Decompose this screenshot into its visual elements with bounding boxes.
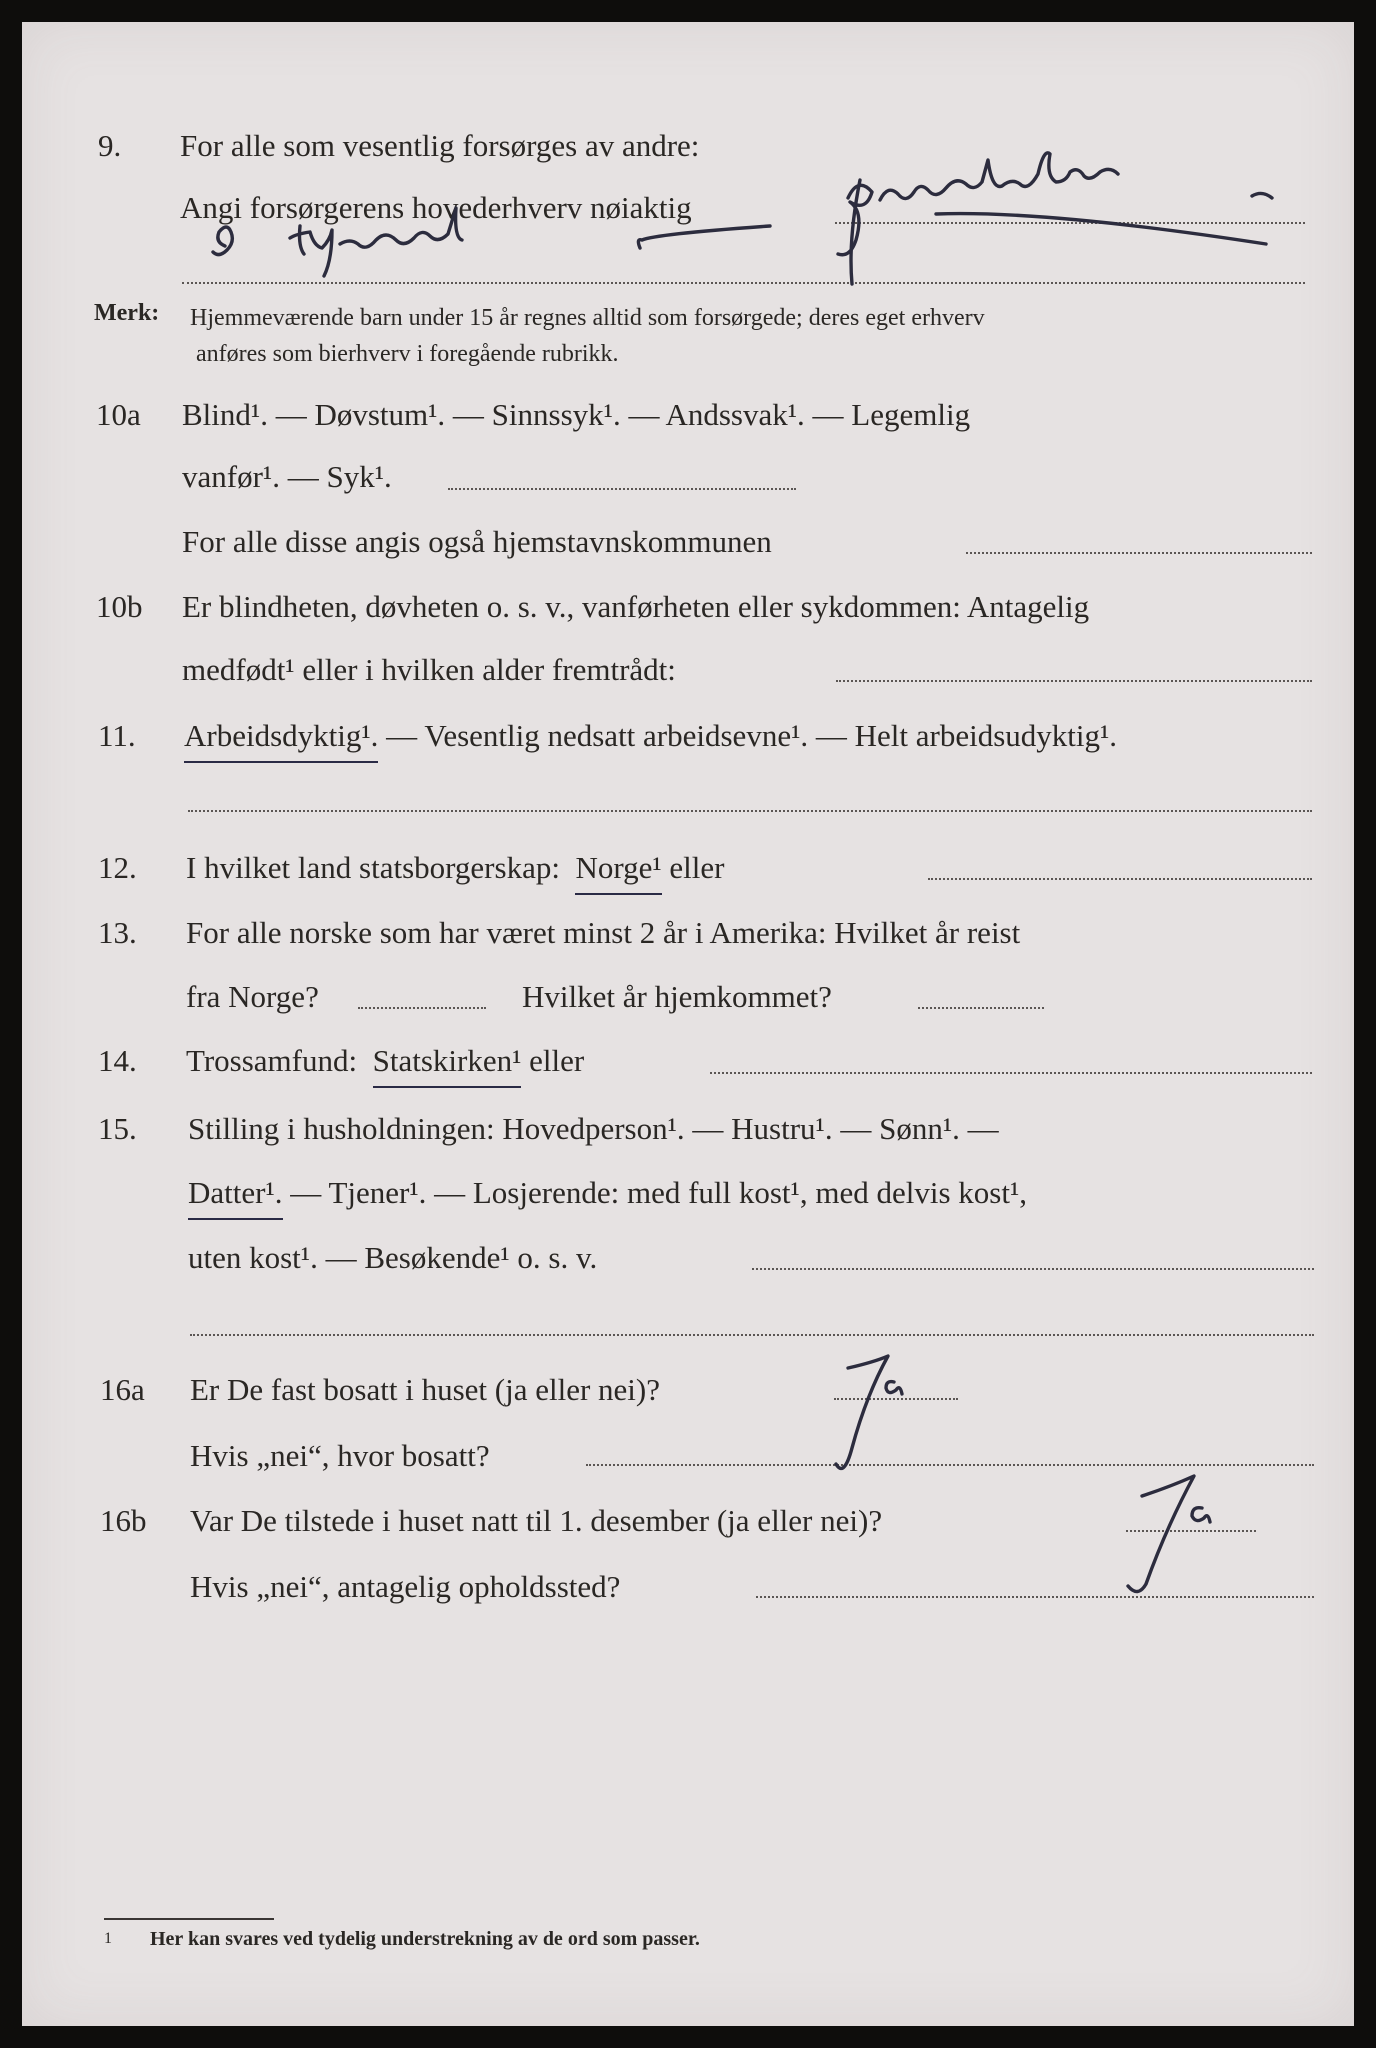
q13-text-2b: Hvilket år hjemkommet? [522, 979, 832, 1014]
q14-option-statskirken[interactable]: Statskirken¹ [373, 1036, 522, 1088]
q16a-text-1: Er De fast bosatt i huset (ja eller nei)? [190, 1372, 660, 1407]
q12-prompt: I hvilket land statsborgerskap: [186, 850, 560, 885]
q12-or: eller [669, 850, 725, 885]
q16a-number: 16a [100, 1372, 145, 1407]
q13-text-1: For alle norske som har været minst 2 år i Amerika: Hvilket år reist [186, 915, 1021, 950]
q14-or: eller [529, 1043, 585, 1078]
footnote-mark: 1 [104, 1930, 112, 1947]
merk-text-1: Hjemmeværende barn under 15 år regnes alltid som forsørgede; deres eget erhverv [190, 305, 985, 331]
q10a-text-2: vanfør¹. — Syk¹. [182, 459, 392, 494]
q9-text-2: Angi forsørgerens hovederhverv nøiaktig [180, 190, 692, 225]
q15-number: 15. [98, 1111, 137, 1146]
q10a-text-1: Blind¹. — Døvstum¹. — Sinnssyk¹. — Andssvak¹. — Legemlig [182, 397, 971, 432]
q13-number: 13. [98, 915, 137, 950]
q15-rest: — Tjener¹. — Losjerende: med full kost¹, med delvis kost¹, [290, 1175, 1027, 1210]
q10a-text-3: For alle disse angis også hjemstavnskommunen [182, 524, 772, 559]
q10b-number: 10b [96, 589, 143, 624]
merk-label: Merk: [94, 300, 160, 326]
q13-text-2a: fra Norge? [186, 979, 319, 1014]
q15-text-3: uten kost¹. — Besøkende¹ o. s. v. [188, 1240, 598, 1275]
q10b-text-2: medfødt¹ eller i hvilken alder fremtrådt: [182, 652, 676, 687]
q16a-text-2: Hvis „nei“, hvor bosatt? [190, 1438, 490, 1473]
footnote-rule [104, 1918, 274, 1920]
q14-number: 14. [98, 1043, 137, 1078]
q10b-text-1: Er blindheten, døvheten o. s. v., vanførheten eller sykdommen: Antagelig [182, 589, 1090, 624]
merk-text-2: anføres som bierhverv i foregående rubrikk. [196, 341, 619, 367]
q16b-number: 16b [100, 1503, 147, 1538]
footnote-text: Her kan svares ved tydelig understrekning av de ord som passer. [150, 1928, 700, 1950]
q14-prompt: Trossamfund: [186, 1043, 358, 1078]
q11-option-arbeidsdyktig[interactable]: Arbeidsdyktig¹. [184, 711, 378, 763]
q11-rest: — Vesentlig nedsatt arbeidsevne¹. — Helt arbeidsudyktig¹. [386, 718, 1118, 753]
q9-text-1: For alle som vesentlig forsørges av andre: [180, 128, 700, 163]
q12-option-norge[interactable]: Norge¹ [575, 843, 661, 895]
q10a-number: 10a [96, 397, 141, 432]
q16b-text-2: Hvis „nei“, antagelig opholdssted? [190, 1569, 621, 1604]
q12-number: 12. [98, 850, 137, 885]
q15-text-1: Stilling i husholdningen: Hovedperson¹. — Hustru¹. — Sønn¹. — [188, 1111, 999, 1146]
q9-number: 9. [98, 128, 122, 163]
q11-number: 11. [98, 718, 136, 753]
q16b-text-1: Var De tilstede i huset natt til 1. desember (ja eller nei)? [190, 1503, 883, 1538]
q15-option-datter[interactable]: Datter¹. [188, 1168, 283, 1220]
